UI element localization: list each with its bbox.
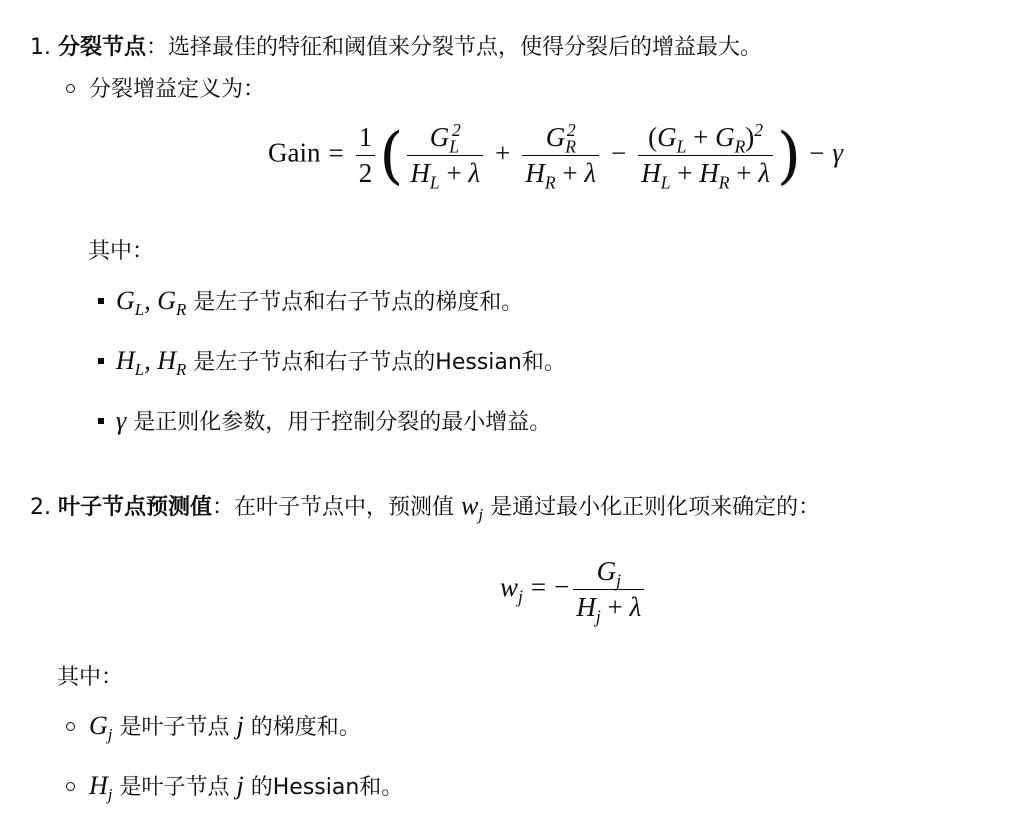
fraction-leaf-weight: $\frac{G_j}{H_j + \lambda}$ [573, 556, 644, 623]
bullet-3-text: 是正则化参数，用于控制分裂的最小增益。 [133, 410, 552, 435]
fraction-left: $\frac{G_L^2}{H_L + \lambda}$ [407, 122, 483, 189]
square-bullet-icon [98, 358, 104, 364]
ring-bullet-icon [66, 84, 75, 93]
item-2-title: 叶子节点预测值 [58, 495, 213, 520]
ring-bullet-icon [66, 782, 75, 791]
bullet-1-text: 是左子节点和右子节点的梯度和。 [193, 290, 524, 315]
ring-bullet-icon [66, 722, 75, 731]
bullet-gamma: γ 是正则化参数，用于控制分裂的最小增益。 [98, 405, 551, 436]
item-1-title: 分裂节点 [58, 35, 147, 60]
bullet-2-text: 是左子节点和右子节点的Hessian和。 [193, 350, 566, 375]
square-bullet-icon [98, 418, 104, 424]
leaf-bullet-2-after: 的Hessian和。 [250, 775, 404, 800]
sub-bullet-label: 分裂增益定义为： [89, 77, 266, 102]
item-2-where: 其中： [57, 665, 124, 690]
bullet-leaf-hessian: $H_j$ 是叶子节点 j 的Hessian和。 [66, 770, 403, 801]
bullet-hessian-sums: $H_L$, $H_R$ 是左子节点和右子节点的Hessian和。 [98, 345, 566, 376]
bullet-leaf-gradient: $G_j$ 是叶子节点 j 的梯度和。 [66, 710, 361, 741]
item-2-number: 2. [30, 495, 51, 520]
item-1-sub-bullet [66, 72, 265, 103]
gain-formula: Gain = $\frac{1}{2}$ ( $\frac{G_L^2}{H_L + \lambda}$ + $\frac{G_R^2}{H_R + \lambda}$ − $\frac{(G_L + G_R)^2}{H_L + H_R + \lambda}$ ) − γ [268, 118, 843, 193]
item-1-line [30, 30, 762, 61]
item-2-line: 2. 叶子节点预测值：在叶子节点中，预测值 $w_j$ 是通过最小化正则化项来确定的： [30, 491, 821, 525]
item-2-text-after: 是通过最小化正则化项来确定的： [490, 495, 821, 520]
leaf-weight-formula: $w_j$ = − $\frac{G_j}{H_j + \lambda}$ [500, 556, 648, 623]
leaf-bullet-2-before: 是叶子节点 [119, 775, 230, 800]
fraction-parent: $\frac{(G_L + G_R)^2}{H_L + H_R + \lambda}$ [638, 122, 773, 189]
leaf-bullet-1-before: 是叶子节点 [119, 715, 230, 740]
fraction-half: $\frac{1}{2}$ [356, 122, 376, 189]
fraction-right: $\frac{G_R^2}{H_R + \lambda}$ [522, 122, 599, 189]
item-1-number: 1. [30, 35, 51, 60]
item-1-text: ：选择最佳的特征和阈值来分裂节点，使得分裂后的增益最大。 [146, 35, 763, 60]
item-2-text-before: ：在叶子节点中，预测值 [212, 495, 455, 520]
leaf-bullet-1-after: 的梯度和。 [250, 715, 361, 740]
item-1-where: 其中： [88, 239, 155, 264]
bullet-gradient-sums: $G_L$, $G_R$ 是左子节点和右子节点的梯度和。 [98, 285, 523, 316]
square-bullet-icon [98, 298, 104, 304]
